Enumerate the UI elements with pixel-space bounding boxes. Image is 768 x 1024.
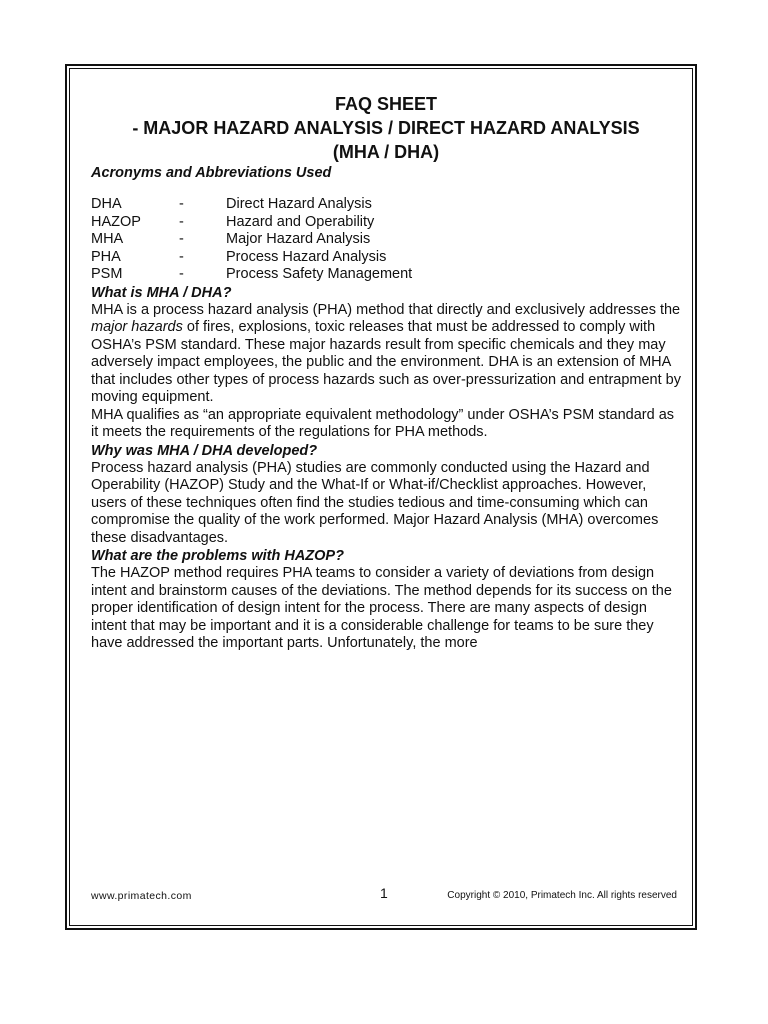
- hazop-problems-paragraph: The HAZOP method requires PHA teams to consider a variety of deviations from design intent and brainstorm causes of the deviations. The method depends for its success on the proper identification of design intent for the process. There are many aspects of design intent that may be important and it is a considerable challenge for teams to be sure they have addressed the important parts. Unfortunately, the more: [91, 565, 672, 651]
- acronym-meaning: Process Hazard Analysis: [226, 248, 387, 265]
- what-is-paragraph-1: [91, 302, 681, 407]
- acronym-abbr: DHA: [91, 196, 122, 212]
- footer-website-link[interactable]: www.primatech.com: [91, 890, 192, 902]
- what-is-text-start: MHA is a process hazard analysis (PHA) method that directly and exclusively addresses the: [91, 301, 681, 318]
- acronym-dash: -: [179, 266, 184, 282]
- acronym-abbr: PHA: [91, 248, 121, 265]
- why-developed-paragraph: Process hazard analysis (PHA) studies are commonly conducted using the Hazard and Operability (HAZOP) Study and the What-If or What-if/Checklist approaches. However, users of these techniques often find the studies tedious and time-consuming which can compromise the quality of the work performed. Major Hazard Analysis (MHA) overcomes these disadvantages.: [91, 459, 659, 546]
- acronym-dash: -: [179, 196, 184, 212]
- acronym-dash: -: [179, 248, 184, 265]
- acronym-abbr: PSM: [91, 266, 123, 282]
- title-line-3: (MHA / DHA): [332, 142, 440, 162]
- page-content: [91, 92, 681, 653]
- what-is-text-end: of fires, explosions, toxic releases that must be addressed to comply with OSHA’s PSM standard. These major hazards result from specific chemicals and they may adversely impact employees, the public and the environment. DHA is an extension of MHA that includes other types of process hazards such as over-pressurization and entrapment by moving equipment.: [91, 319, 681, 405]
- acronym-meaning: Major Hazard Analysis: [226, 231, 371, 247]
- acronym-row: [91, 231, 412, 249]
- acronym-meaning: Hazard and Operability: [226, 213, 375, 230]
- acronym-meaning: Process Safety Management: [226, 266, 413, 282]
- footer-copyright: Copyright © 2010, Primatech Inc. All rights reserved: [447, 890, 677, 901]
- acronym-row: [91, 249, 412, 267]
- acronym-dash: -: [179, 213, 184, 230]
- acronym-abbr: HAZOP: [91, 213, 141, 230]
- acronyms-heading: Acronyms and Abbreviations Used: [91, 165, 332, 181]
- acronym-meaning: Direct Hazard Analysis: [226, 196, 372, 212]
- why-developed-heading: Why was MHA / DHA developed?: [91, 442, 318, 459]
- page-footer: [91, 884, 681, 904]
- acronym-abbr: MHA: [91, 231, 124, 247]
- what-is-emphasis: major hazards: [91, 319, 183, 335]
- title-line-2: - MAJOR HAZARD ANALYSIS / DIRECT HAZARD ANALYSIS: [132, 118, 640, 138]
- acronym-row: [91, 196, 412, 214]
- acronym-row: [91, 214, 412, 232]
- title-line-1: FAQ SHEET: [334, 94, 437, 114]
- acronym-row: [91, 266, 412, 284]
- hazop-problems-heading: What are the problems with HAZOP?: [91, 548, 344, 564]
- page-number: 1: [380, 885, 388, 901]
- what-is-heading: What is MHA / DHA?: [91, 284, 232, 301]
- acronym-dash: -: [179, 231, 184, 247]
- what-is-paragraph-2: MHA qualifies as “an appropriate equivalent methodology” under OSHA’s PSM standard as it meets the requirements of the regulations for PHA methods.: [91, 406, 675, 440]
- acronyms-table: [91, 196, 412, 284]
- page-title: [91, 92, 681, 164]
